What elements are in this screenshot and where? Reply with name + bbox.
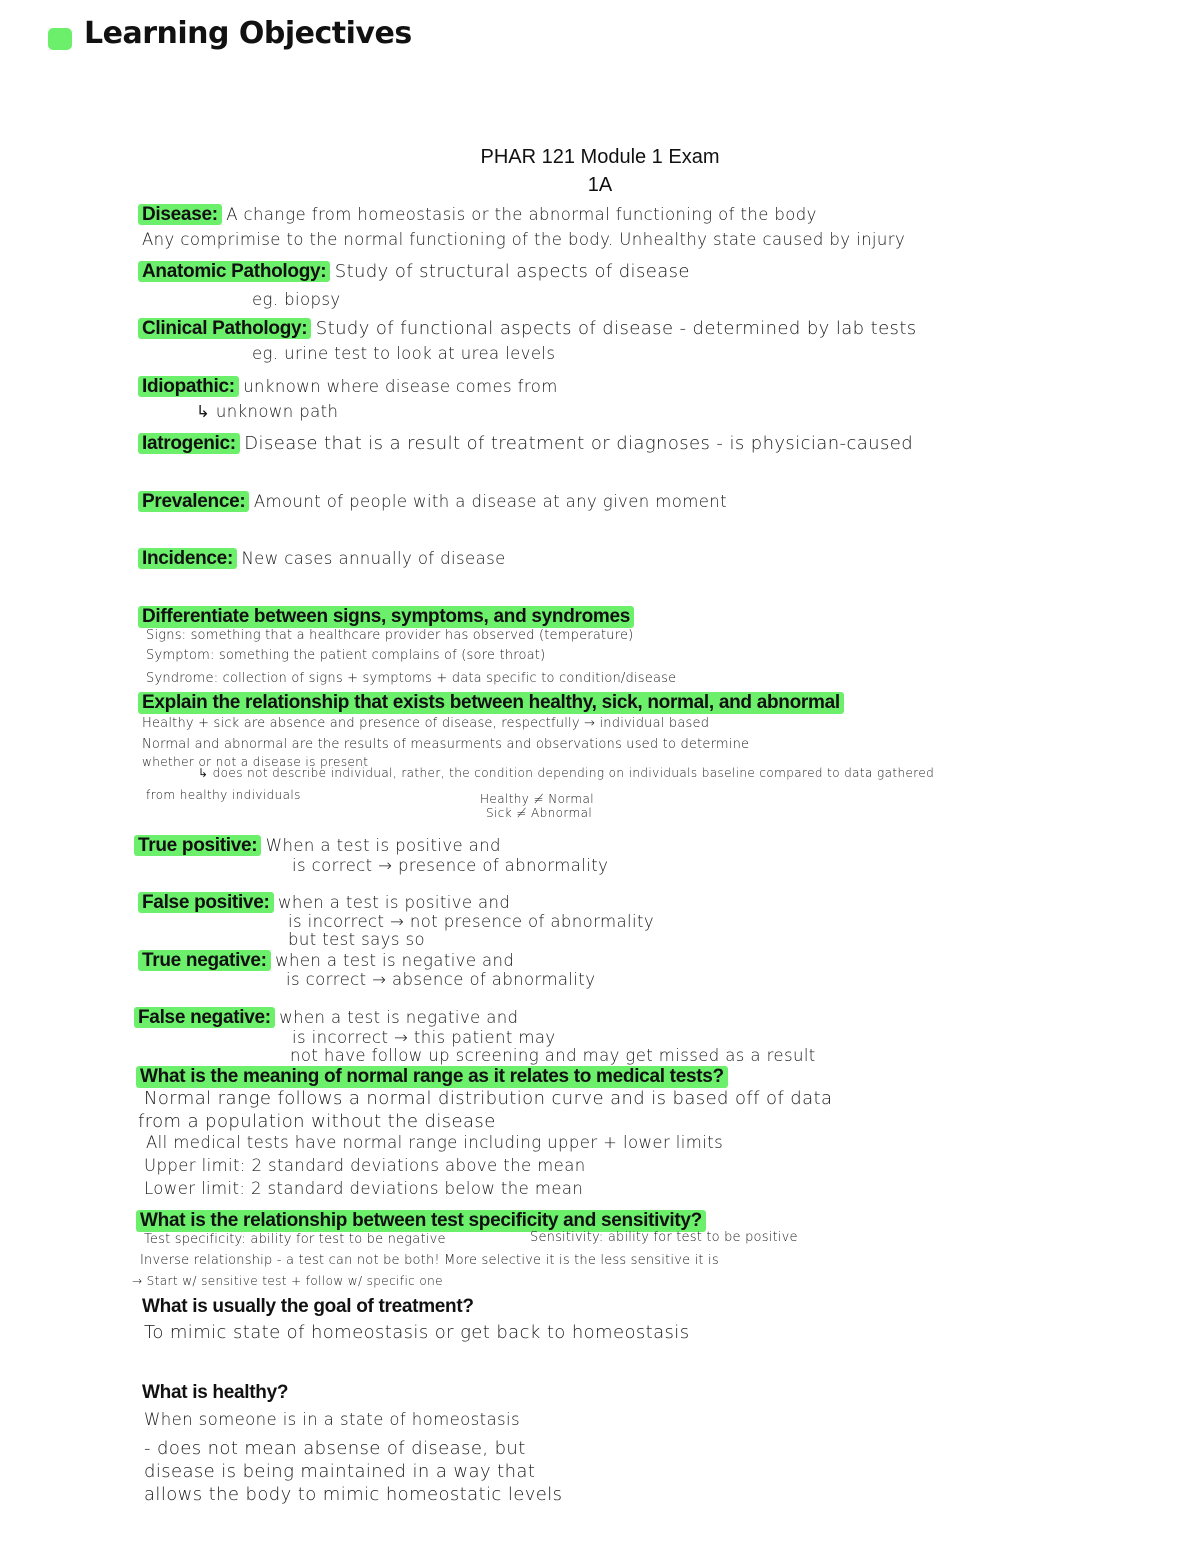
def-iatrogenic-line1: Disease that is a result of treatment or diagnoses - is physician-caused bbox=[244, 433, 914, 454]
heading-specificity: What is the relationship between test specificity and sensitivity? bbox=[136, 1210, 706, 1232]
term-idiopathic: Idiopathic: bbox=[138, 376, 239, 397]
heading-goal: What is usually the goal of treatment? bbox=[142, 1296, 474, 1317]
fn-line3: not have follow up screening and may get missed as a result bbox=[290, 1046, 816, 1065]
specificity-line2: Inverse relationship - a test can not be both! More selective it is the less sensitive it is bbox=[140, 1253, 719, 1268]
healthy-line2: - does not mean absense of disease, but bbox=[144, 1438, 526, 1459]
def-true-negative bbox=[138, 950, 514, 972]
term-true-negative: True negative: bbox=[138, 950, 271, 971]
fp-line2: is incorrect → not presence of abnormality bbox=[288, 912, 654, 931]
def-idiopathic bbox=[138, 376, 558, 398]
page-title: Learning Objectives bbox=[84, 16, 412, 51]
term-false-positive: False positive: bbox=[138, 892, 274, 913]
fp-line3: but test says so bbox=[288, 930, 425, 949]
def-idiopathic-line1: unknown where disease comes from bbox=[243, 377, 558, 396]
term-disease: Disease: bbox=[138, 204, 222, 225]
term-true-positive: True positive: bbox=[134, 835, 261, 856]
def-anatomic-line1: Study of structural aspects of disease bbox=[334, 261, 690, 282]
range-line2: from a population without the disease bbox=[138, 1111, 496, 1132]
goal-line1: To mimic state of homeostasis or get back to homeostasis bbox=[144, 1322, 690, 1343]
relationship-note2: Sick ≠ Abnormal bbox=[486, 806, 593, 820]
def-clinical-line2: eg. urine test to look at urea levels bbox=[252, 344, 556, 363]
specificity-line3: → Start w/ sensitive test + follow w/ specific one bbox=[132, 1274, 443, 1288]
title-marker bbox=[48, 28, 72, 50]
term-false-negative: False negative: bbox=[134, 1007, 275, 1028]
signs-line2: Symptom: something the patient complains of (sore throat) bbox=[146, 648, 546, 663]
def-disease bbox=[138, 204, 817, 226]
term-clinical: Clinical Pathology: bbox=[138, 318, 311, 339]
fn-line2: is incorrect → this patient may bbox=[292, 1028, 556, 1047]
def-anatomic-line2: eg. biopsy bbox=[252, 290, 341, 309]
term-iatrogenic: Iatrogenic: bbox=[138, 433, 240, 454]
heading-normal-range: What is the meaning of normal range as it relates to medical tests? bbox=[136, 1066, 728, 1088]
relationship-line2: Normal and abnormal are the results of measurments and observations used to determine bbox=[142, 737, 750, 752]
def-true-positive bbox=[134, 835, 501, 857]
tn-line1: when a test is negative and bbox=[275, 951, 515, 970]
def-incidence bbox=[138, 548, 506, 570]
range-line5: Lower limit: 2 standard deviations below the mean bbox=[144, 1179, 584, 1198]
def-disease-line2: Any comprimise to the normal functioning of the body. Unhealthy state caused by injury bbox=[142, 230, 906, 249]
def-incidence-line1: New cases annually of disease bbox=[241, 549, 506, 568]
range-line3: All medical tests have normal range including upper + lower limits bbox=[146, 1133, 724, 1152]
term-prevalence: Prevalence: bbox=[138, 491, 249, 512]
healthy-line3: disease is being maintained in a way that bbox=[144, 1461, 536, 1482]
term-anatomic: Anatomic Pathology: bbox=[138, 261, 330, 282]
heading-healthy: What is healthy? bbox=[142, 1382, 289, 1403]
signs-line3: Syndrome: collection of signs + symptoms + data specific to condition/disease bbox=[146, 671, 677, 686]
relationship-line1: Healthy + sick are absence and presence of disease, respectfully → individual based bbox=[142, 716, 710, 731]
fn-line1: when a test is negative and bbox=[279, 1008, 519, 1027]
specificity-line1a: Test specificity: ability for test to be negative bbox=[144, 1232, 446, 1247]
term-incidence: Incidence: bbox=[138, 548, 237, 569]
range-line1: Normal range follows a normal distribution curve and is based off of data bbox=[144, 1088, 833, 1109]
tp-line1: When a test is positive and bbox=[265, 836, 501, 855]
def-prevalence-line1: Amount of people with a disease at any given moment bbox=[253, 492, 727, 511]
def-idiopathic-line2: ↳ unknown path bbox=[196, 402, 339, 421]
def-iatrogenic bbox=[138, 433, 913, 455]
relationship-line5: from healthy individuals bbox=[146, 788, 301, 802]
def-anatomic bbox=[138, 261, 690, 283]
heading-signs: Differentiate between signs, symptoms, and syndromes bbox=[138, 606, 634, 628]
def-clinical-line1: Study of functional aspects of disease - determined by lab tests bbox=[315, 318, 917, 339]
tp-line2: is correct → presence of abnormality bbox=[292, 856, 609, 875]
def-clinical bbox=[138, 318, 917, 340]
signs-line1: Signs: something that a healthcare provider has observed (temperature) bbox=[146, 628, 634, 643]
range-line4: Upper limit: 2 standard deviations above the mean bbox=[144, 1156, 586, 1175]
def-prevalence bbox=[138, 491, 727, 513]
relationship-line4: ↳ does not describe individual, rather, the condition depending on individuals baseline compared to data gathered bbox=[198, 766, 935, 780]
tn-line2: is correct → absence of abnormality bbox=[286, 970, 596, 989]
relationship-line3: whether or not a disease is present bbox=[142, 755, 369, 769]
relationship-note1: Healthy ≠ Normal bbox=[480, 792, 595, 806]
exam-subtitle: 1A bbox=[587, 174, 613, 196]
exam-title: PHAR 121 Module 1 Exam bbox=[480, 146, 720, 168]
healthy-line1: When someone is in a state of homeostasis bbox=[144, 1410, 520, 1429]
healthy-line4: allows the body to mimic homeostatic levels bbox=[144, 1484, 563, 1505]
def-disease-line1: A change from homeostasis or the abnormal functioning of the body bbox=[226, 205, 817, 224]
fp-line1: when a test is positive and bbox=[277, 893, 511, 912]
def-false-positive bbox=[138, 892, 510, 914]
heading-relationship: Explain the relationship that exists between healthy, sick, normal, and abnormal bbox=[138, 692, 844, 714]
specificity-line1b: Sensitivity: ability for test to be positive bbox=[530, 1230, 798, 1245]
def-false-negative bbox=[134, 1007, 518, 1029]
